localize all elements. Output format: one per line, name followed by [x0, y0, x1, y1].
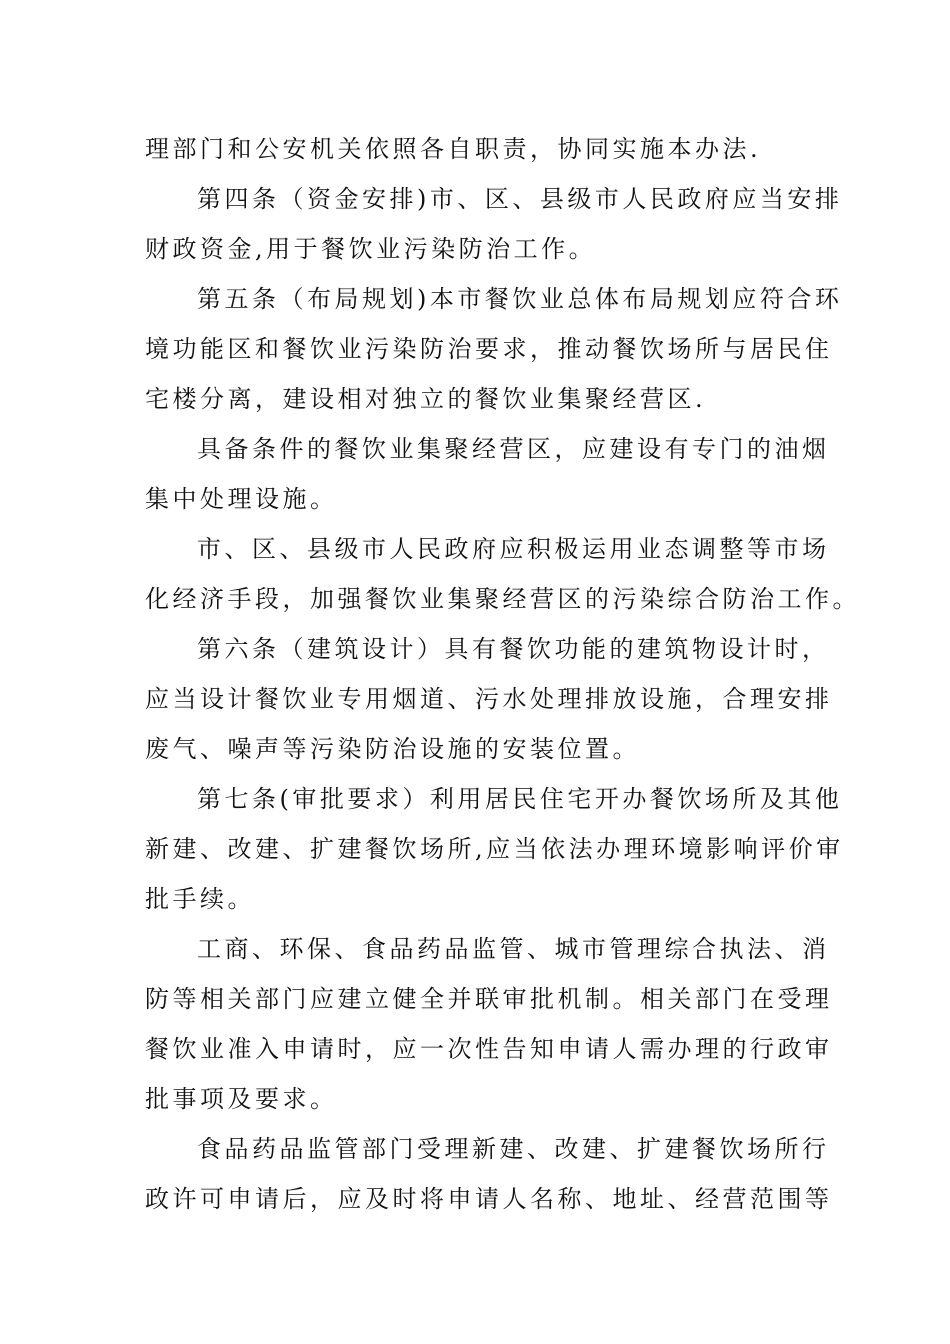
text-line: 化经济手段，加强餐饮业集聚经营区的污染综合防治工作。	[145, 585, 860, 613]
text-line: 应当设计餐饮业专用烟道、污水处理排放设施，合理安排	[145, 685, 833, 713]
text-line: 政许可申请后，应及时将申请人名称、地址、经营范围等	[145, 1185, 833, 1213]
text-line: 境功能区和餐饮业污染防治要求，推动餐饮场所与居民住	[145, 335, 833, 363]
text-line: 第四条（资金安排)市、区、县级市人民政府应当安排	[197, 185, 843, 213]
text-line: 食品药品监管部门受理新建、改建、扩建餐饮场所行	[197, 1135, 830, 1163]
text-line: 第七条(审批要求）利用居民住宅开办餐饮场所及其他	[197, 785, 843, 813]
text-line: 工商、环保、食品药品监管、城市管理综合执法、消	[197, 935, 830, 963]
text-line: 第五条（布局规划)本市餐饮业总体布局规划应符合环	[197, 285, 843, 313]
text-line: 批事项及要求。	[145, 1085, 338, 1113]
text-line: 集中处理设施。	[145, 485, 338, 513]
text-line: 餐饮业准入申请时，应一次性告知申请人需办理的行政审	[145, 1035, 833, 1063]
text-line: 废气、噪声等污染防治设施的安装位置。	[145, 735, 640, 763]
text-line: 理部门和公安机关依照各自职责，协同实施本办法.	[145, 135, 762, 163]
text-line: 防等相关部门应建立健全并联审批机制。相关部门在受理	[145, 985, 833, 1013]
text-line: 新建、改建、扩建餐饮场所,应当依法办理环境影响评价审	[145, 835, 844, 863]
text-line: 具备条件的餐饮业集聚经营区，应建设有专门的油烟	[197, 435, 830, 463]
text-line: 第六条（建筑设计）具有餐饮功能的建筑物设计时，	[197, 635, 830, 663]
text-line: 市、区、县级市人民政府应积极运用业态调整等市场	[197, 535, 830, 563]
text-line: 批手续。	[145, 885, 255, 913]
text-line: 财政资金,用于餐饮业污染防治工作。	[145, 235, 597, 263]
document-body	[145, 124, 860, 1224]
text-line: 宅楼分离，建设相对独立的餐饮业集聚经营区.	[145, 385, 707, 413]
